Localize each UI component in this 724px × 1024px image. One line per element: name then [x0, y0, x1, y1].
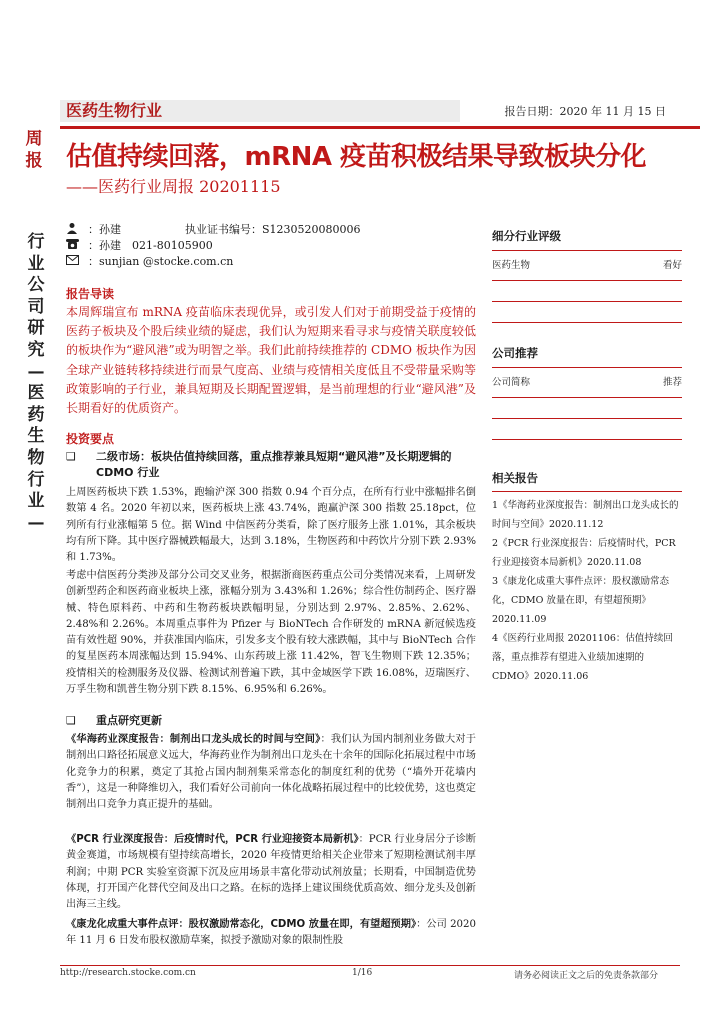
envelope-icon [66, 254, 88, 270]
footer-url[interactable]: http://research.stocke.com.cn [60, 968, 196, 978]
research-item-2-title[interactable]: 《PCR 行业深度报告：后疫情时代，PCR 行业迎接资本局新机》 [66, 834, 359, 845]
research-item-1-body: ：我们认为国内制剂业务做大对于制剂出口路径拓展意义远大，华海药业作为制剂出口龙头在十余年的国际化拓展过程中市场化竞争力的积累，奠定了其抢占国内制剂集采常态化的制度红利的优势（“墙外开花墙内香”），这是一种降维切入，我们看好公司前向一体化战略拓展过程中的比较优势，这也奠定制剂出口竞争力真正提升的基础。 [66, 734, 476, 811]
company-name: 公司简称 [492, 377, 531, 388]
related-report-item[interactable]: 4《医药行业周报 20201106：估值持续回落，重点推荐有望进入业绩加速期的 CDMO》2020.11.06 [492, 633, 673, 682]
market-heading: 二级市场：板块估值持续回落，重点推荐兼具短期“避风港”及长期逻辑的 CDMO 行业 [96, 450, 452, 479]
related-report-item[interactable]: 3《康龙化成重大事件点评：股权激励常态化，CDMO 放量在即，有望超预期》2020.11.09 [492, 576, 670, 625]
related-heading: 相关报告 [492, 471, 538, 485]
header-divider [60, 126, 700, 129]
key-points-heading: 投资要点 [66, 432, 115, 446]
page-title: 估值持续回落，mRNA 疫苗积极结果导致板块分化 [66, 142, 647, 172]
checkbox-icon: ❑ [66, 714, 76, 727]
rating-rule [492, 301, 682, 302]
page-subtitle: ——医药行业周报 20201115 [66, 177, 281, 196]
company-divider [492, 367, 682, 368]
vertical-category: 行业公司研究—医药生物行业— [27, 232, 45, 533]
summary-text: 本周辉瑞宣布 mRNA 疫苗临床表现优异，或引发人们对于前期受益于疫情的医药子板块及个股后续业绩的疑虑，我们认为短期来看寻求与疫情关联度较低的板块作为“避风港”或为明智之举。我们此前持续推荐的 CDMO 板块作为因全球产业链转移持续进行而景气度高、业绩与疫情相关度低且不受带量采购等政策影响的子行业，兼具短期及长期配置逻辑，是当前理想的行业“避风港”及长期看好的优质资产。 [66, 305, 476, 416]
analyst-name: ：孙建 [88, 223, 121, 236]
research-bullet [66, 713, 476, 729]
company-section [492, 345, 682, 440]
rating-rule [492, 280, 682, 281]
report-date: 报告日期：2020 年 11 月 15 日 [504, 105, 666, 118]
company-row [492, 374, 682, 388]
research-item-1 [66, 732, 476, 813]
research-item-2-body: ：PCR 行业身居分子诊断黄金赛道，市场规模有望持续高增长，2020 年疫情更给相关企业带来了短期检测试剂丰厚利润；中期 PCR 实验室资源下沉及应用场景丰富化带动试剂放量；长期看，中国制造优势体现，打开国产化替代空间及出口之路。在标的选择上建议围绕优质高效、细分龙头及创新出海三主线。 [66, 834, 476, 911]
rating-row [492, 257, 682, 271]
related-report-item[interactable]: 2《PCR 行业深度报告：后疫情时代，PCR 行业迎接资本局新机》2020.11.08 [492, 538, 676, 568]
related-divider [492, 491, 682, 492]
person-icon [66, 222, 88, 239]
company-heading: 公司推荐 [492, 346, 538, 360]
analyst-email[interactable]: ：sunjian @stocke.com.cn [88, 255, 234, 268]
rating-section [492, 228, 682, 323]
sector-title: 医药生物行业 [66, 101, 163, 120]
research-item-2 [66, 832, 476, 913]
research-item-3-title[interactable]: 《康龙化成重大事件点评：股权激励常态化，CDMO 放量在即，有望超预期》 [66, 919, 417, 930]
analyst-phone: ：孙建 021-80105900 [88, 239, 213, 252]
analyst-block [66, 222, 361, 270]
research-item-3 [66, 917, 476, 950]
related-report-item[interactable]: 1《华海药业深度报告：制剂出口龙头成长的时间与空间》2020.11.12 [492, 500, 679, 530]
market-para-1: 上周医药板块下跌 1.53%，跑输沪深 300 指数 0.94 个百分点，在所有行业中涨幅排名倒数第 4 名。2020 年初以来，医药板块上涨 43.74%，跑赢沪深 300 指数 25.18pct，位列所有行业涨幅第 5 位。据 Wind 中信医药分类看，除了医疗服务上涨 1.01%，其余板块均有所下降。其中医疗器械跌幅最大，达到 3.18%，生物医药和中药饮片分别下跌 2.93%和 1.73%。 [66, 487, 476, 564]
analyst-cert: 执业证书编号：S1230520080006 [185, 223, 361, 236]
weekly-tag: 周报 [25, 129, 43, 171]
summary-heading: 报告导读 [66, 287, 115, 301]
market-bullet [66, 449, 476, 481]
rating-value: 看好 [662, 260, 682, 271]
page-number: 1/16 [352, 968, 373, 978]
company-rule [492, 418, 682, 419]
rating-heading: 细分行业评级 [492, 229, 561, 243]
market-para-2: 考虑中信医药分类涉及部分公司交叉业务，根据浙商医药重点公司分类情况来看，上周研发创新型药企和医药商业板块上涨，涨幅分别为 3.43%和 1.26%；综合性仿制药企、医疗器械、特色原料药、中药和生物药板块跌幅明显，分别达到 2.97%、2.85%、2.62%、2.48%和 2.26%。本周重点事件为 Pfizer 与 BioNTech 合作研发的 mRNA 新冠候选疫苗有效性超 90%，并获准国内临床，引发多支个股有较大涨跌幅，其中与 BioNTech 合作的复星医药本周涨幅达到 15.94%、山东药玻上涨 11.42%，智飞生物则下跌 12.35%；疫情相关的检测服务及仪器、检测试剂普遍下跌，其中金域医学下跌 16.08%，迈瑞医疗、万孚生物和凯普生物分别下跌 8.15%、6.95%和 6.26%。 [66, 570, 476, 696]
rating-rule [492, 322, 682, 323]
company-rating: 推荐 [662, 377, 682, 388]
phone-icon [66, 238, 88, 254]
rating-divider [492, 250, 682, 251]
research-heading: 重点研究更新 [96, 714, 162, 727]
company-rule [492, 439, 682, 440]
research-item-3-body: ：公司 2020 年 11 月 6 日发布股权激励草案，拟授予激励对象的限制性股 [66, 919, 476, 947]
related-reports [492, 470, 682, 686]
footer-divider [60, 965, 680, 966]
company-rule [492, 397, 682, 398]
footer-disclaimer: 请务必阅读正文之后的免责条款部分 [514, 971, 659, 981]
rating-industry: 医药生物 [492, 260, 531, 271]
research-item-1-title[interactable]: 《华海药业深度报告：制剂出口龙头成长的时间与空间》 [66, 734, 321, 745]
checkbox-icon: ❑ [66, 450, 76, 463]
